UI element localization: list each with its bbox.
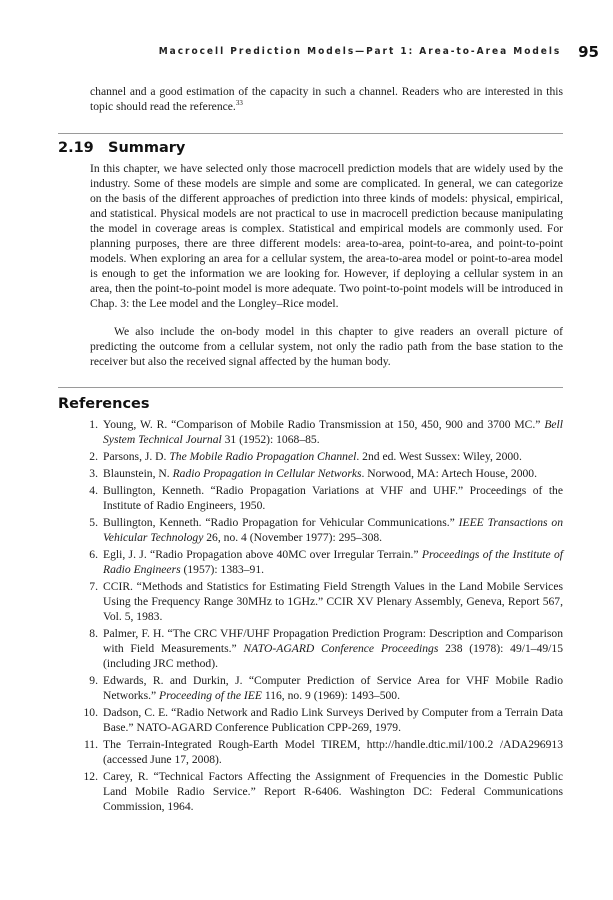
reference-details: . Norwood, MA: Artech House, 2000. xyxy=(361,467,537,480)
summary-paragraph-1: In this chapter, we have selected only those macrocell prediction models that are widely used by the industry. Some of these models are simple and some are complicated. In general, we can categorize on the basis of the different approaches of prediction into three kinds of models: physical, empirical, and statistical. Physical models are not practical to use in macrocell prediction because manipulating the model in coverage areas is complex. Statistical and empirical models are commonly used. For planning purposes, there are three different models: area-to-area, point-to-area, and point-to-point models. When exploring an area for a cellular system, the area-to-area model or point-to-area model is enough to get the information we are looking for. However, if deploying a cellular system in an area, then the point-to-point model is more adequate. Two point-to-point models will be introduced in Chap. 3: the Lee model and the Longley–Rice model. xyxy=(90,162,563,310)
reference-item xyxy=(83,705,563,735)
reference-text: Young, W. R. “Comparison of Mobile Radio Transmission at 150, 450, 900 and 3700 MC.” xyxy=(103,418,545,431)
reference-source: Proceedings of the Institute of Radio Engineers xyxy=(103,548,564,576)
reference-text: CCIR. “Methods and Statistics for Estimating Field Strength Values in the Land Mobile Services Using the Frequency Range 30MHz to 1GHz.” CCIR XV Plenary Assembly, Geneva, Report 567, Vol. 5, 1983. xyxy=(103,580,563,623)
reference-source: IEEE Transactions on Vehicular Technology xyxy=(103,516,563,544)
section-number: 2.19 xyxy=(58,140,94,156)
reference-text: Dadson, C. E. “Radio Network and Radio Link Surveys Derived by Computer from a Terrain Data Base.” NATO-AGARD Conference Publication CPP-269, 1979. xyxy=(103,706,563,734)
reference-text: Bullington, Kenneth. “Radio Propagation for Vehicular Communications.” xyxy=(103,516,459,529)
reference-item xyxy=(90,417,563,447)
section-heading xyxy=(58,140,185,156)
reference-text: Carey, R. “Technical Factors Affecting the Assignment of Frequencies in the Domestic Public Land Mobile Radio Service.” Report R-6406. Washington DC: Federal Communications Commission, 1964. xyxy=(103,770,563,813)
reference-source: Bell System Technical Journal xyxy=(103,418,563,446)
reference-details: 116, no. 9 (1969): 1493–500. xyxy=(261,689,400,702)
reference-item xyxy=(83,737,563,767)
reference-text: Bullington, Kenneth. “Radio Propagation Variations at VHF and UHF.” Proceedings of the Institute of Radio Engineers, 1950. xyxy=(103,484,563,512)
reference-number: 10. xyxy=(83,706,98,719)
reference-details: 26, no. 4 (November 1977): 295–308. xyxy=(203,531,383,544)
reference-number: 9. xyxy=(89,674,98,687)
reference-text: Palmer, F. H. “The CRC VHF/UHF Propagation Prediction Program: Description and Comparison with Field Measurements.” xyxy=(103,627,563,655)
section-divider xyxy=(58,133,563,134)
reference-item xyxy=(90,673,563,703)
reference-number: 7. xyxy=(89,580,98,593)
reference-source: The Mobile Radio Propagation Channel xyxy=(169,450,357,463)
intro-paragraph xyxy=(90,84,563,114)
reference-text: The Terrain-Integrated Rough-Earth Model TIREM, http://handle.dtic.mil/100.2 /ADA296913 (accessed June 17, 2008). xyxy=(103,738,563,766)
reference-number: 1. xyxy=(89,418,98,431)
reference-item xyxy=(90,483,563,513)
reference-number: 5. xyxy=(89,516,98,529)
reference-text: Blaunstein, N. xyxy=(103,467,173,480)
reference-details: . 2nd ed. West Sussex: Wiley, 2000. xyxy=(356,450,522,463)
reference-item xyxy=(90,547,563,577)
reference-text: Parsons, J. D. xyxy=(103,450,170,463)
section-title: Summary xyxy=(108,140,186,156)
reference-item xyxy=(90,515,563,545)
intro-text: channel and a good estimation of the capacity in such a channel. Readers who are interested in this topic should read the reference. xyxy=(90,85,563,113)
reference-text: Edwards, R. and Durkin, J. “Computer Prediction of Service Area for VHF Mobile Radio Networks.” xyxy=(103,674,563,702)
reference-source: Radio Propagation in Cellular Networks xyxy=(172,467,362,480)
reference-details: 238 (1978): 49/1–49/15 (including JRC method). xyxy=(103,642,563,670)
reference-item xyxy=(90,626,563,671)
reference-number: 12. xyxy=(83,770,98,783)
reference-superscript: 33 xyxy=(235,99,243,108)
reference-number: 3. xyxy=(89,467,98,480)
running-head xyxy=(0,44,613,66)
reference-item xyxy=(90,466,563,481)
reference-text: Egli, J. J. “Radio Propagation above 40MC over Irregular Terrain.” xyxy=(103,548,422,561)
page-number: 95 xyxy=(578,43,599,61)
reference-source: NATO-AGARD Conference Proceedings xyxy=(243,642,439,655)
reference-number: 2. xyxy=(89,450,98,463)
references-heading: References xyxy=(58,396,150,412)
reference-item xyxy=(90,579,563,624)
reference-number: 8. xyxy=(89,627,98,640)
running-title: Macrocell Prediction Models—Part 1: Area-to-Area Models xyxy=(158,46,561,57)
reference-number: 4. xyxy=(89,484,98,497)
summary-paragraph-2: We also include the on-body model in this chapter to give readers an overall picture of predicting the outcome from a cellular system, not only the radio path from the base station to the receiver but also the received signal affected by the human body. xyxy=(90,325,563,368)
reference-item xyxy=(90,449,563,464)
reference-number: 6. xyxy=(89,548,98,561)
reference-item xyxy=(83,769,563,814)
reference-source: Proceeding of the IEE xyxy=(159,689,262,702)
reference-details: 31 (1952): 1068–85. xyxy=(221,433,320,446)
reference-number: 11. xyxy=(83,738,98,751)
references-list xyxy=(83,417,564,816)
references-divider xyxy=(58,387,563,388)
reference-details: (1957): 1383–91. xyxy=(180,563,265,576)
